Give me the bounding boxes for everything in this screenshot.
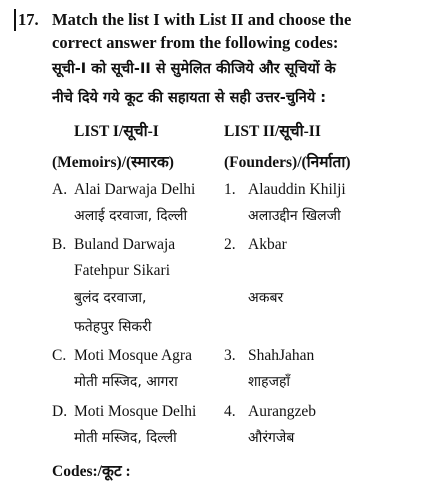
item-c-letter: C. — [52, 347, 67, 364]
question-text-line-2: correct answer from the following codes: — [52, 33, 339, 52]
list1-subheader: (Memoirs)/(स्मारक) — [52, 154, 174, 171]
item-c-name: Moti Mosque Agra — [74, 347, 192, 364]
founder-3-number: 3. — [224, 347, 236, 364]
item-b-name-line-2: Fatehpur Sikari — [74, 262, 170, 279]
question-hindi-line-2: नीचे दिये गये कूट की सहायता से सही उत्तर-चुनिये : — [52, 90, 327, 106]
founder-3-hindi: शाहजहाँ — [248, 374, 291, 390]
founder-3-name: ShahJahan — [248, 347, 315, 364]
item-a-hindi: अलाई दरवाजा, दिल्ली — [74, 208, 188, 224]
item-b-name: Buland Darwaja — [74, 236, 176, 253]
question-number: 17. — [18, 10, 39, 29]
item-d-hindi: मोती मस्जिद, दिल्ली — [74, 430, 177, 446]
question-hindi-line-1: सूची-I को सूची-II से सुमेलित कीजिये और सूचियों के — [52, 61, 336, 77]
item-b-hindi-line-2: फतेहपुर सिकरी — [74, 319, 152, 335]
founder-4-hindi: औरंगजेब — [248, 430, 295, 446]
item-a-letter: A. — [52, 181, 68, 198]
founder-2-number: 2. — [224, 236, 236, 253]
question-margin-bar — [14, 9, 16, 31]
founder-2-hindi: अकबर — [248, 290, 284, 306]
item-b-letter: B. — [52, 236, 67, 253]
item-b-hindi: बुलंद दरवाजा, — [74, 290, 147, 306]
item-c-hindi: मोती मस्जिद, आगरा — [74, 374, 178, 390]
list2-subheader: (Founders)/(निर्माता) — [224, 154, 351, 171]
founder-4-number: 4. — [224, 403, 236, 420]
founder-1-name: Alauddin Khilji — [248, 181, 346, 198]
item-a-name: Alai Darwaja Delhi — [74, 181, 196, 198]
item-d-name: Moti Mosque Delhi — [74, 403, 197, 420]
founder-4-name: Aurangzeb — [248, 403, 316, 420]
list1-header: LIST I/सूची-I — [74, 123, 159, 140]
question-text-line-1: Match the list I with List II and choose the — [52, 10, 352, 29]
item-d-letter: D. — [52, 403, 68, 420]
codes-label: Codes:/कूट : — [52, 463, 131, 480]
founder-1-hindi: अलाउद्दीन खिलजी — [248, 208, 341, 224]
founder-2-name: Akbar — [248, 236, 287, 253]
founder-1-number: 1. — [224, 181, 236, 198]
list2-header: LIST II/सूची-II — [224, 123, 321, 140]
